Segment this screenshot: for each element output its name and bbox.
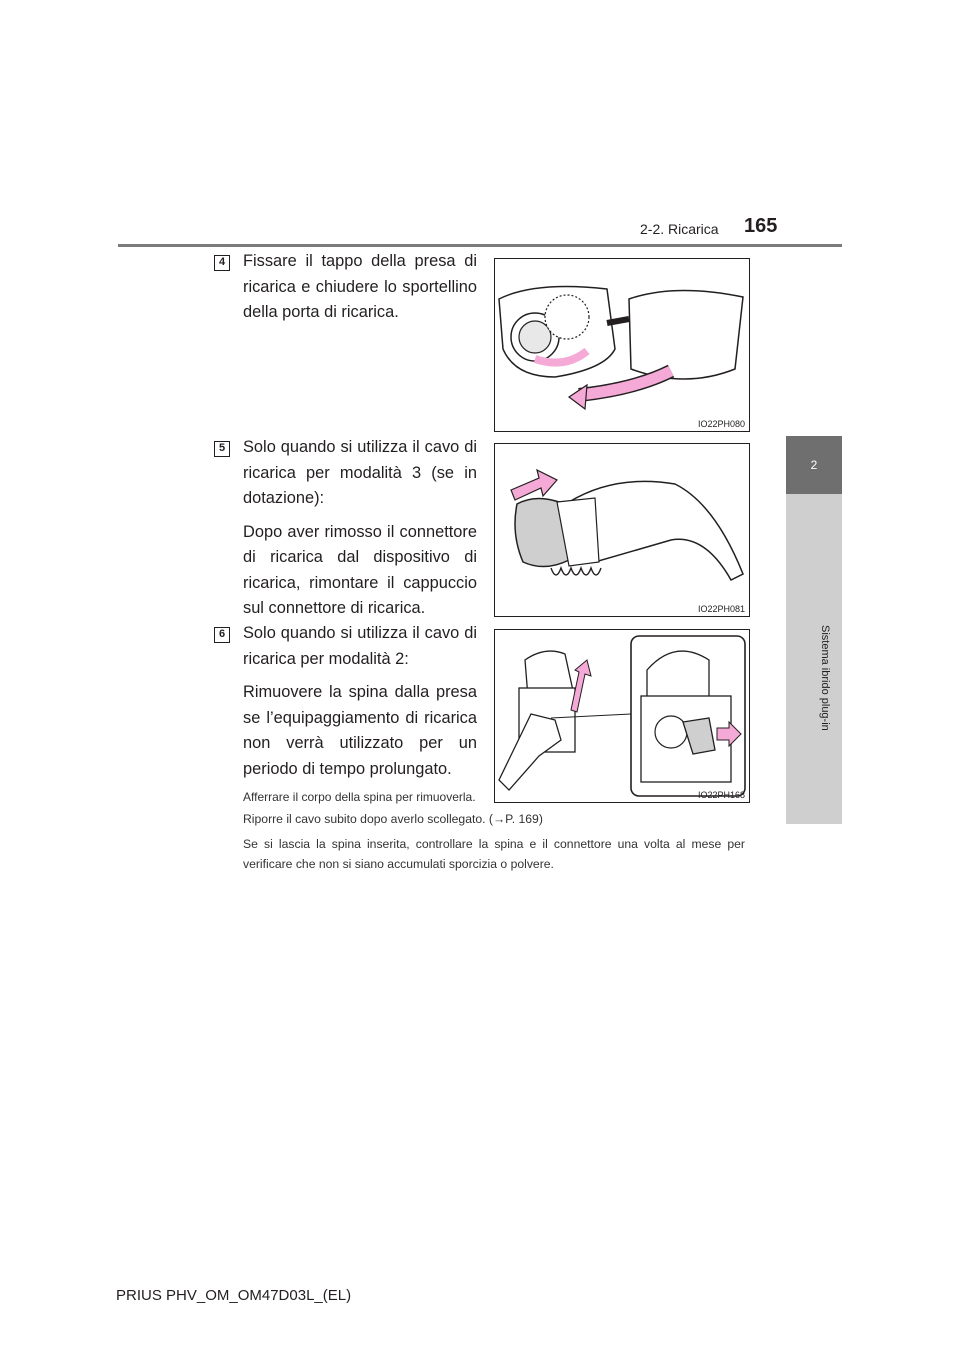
step-4-paragraph: Fissare il tappo della presa di ricarica e chiudere lo sportellino della porta di ricarica. (243, 252, 477, 321)
step-6-text (243, 621, 477, 807)
section-title: 2-2. Ricarica (640, 221, 719, 237)
step-5-marker: 5 (214, 441, 230, 457)
step-6-paragraph-1: Solo quando si utilizza il cavo di ricarica per modalità 2: (243, 624, 477, 668)
step-5-paragraph-1: Solo quando si utilizza il cavo di ricarica per modalità 3 (se in dotazione): (243, 438, 477, 507)
step-6-note: Afferrare il corpo della spina per rimuoverla. (243, 790, 476, 804)
figure-code: IO22PH081 (697, 604, 745, 614)
chapter-label (797, 625, 831, 659)
step-4-text (243, 249, 477, 326)
chapter-tab (786, 436, 842, 494)
inspection-instruction: Se si lascia la spina inserita, controllare la spina e il connettore una volta al mese per verificare che non si siano accumulati sporcizia o polvere. (243, 837, 745, 871)
chapter-number: 2 (810, 458, 818, 472)
storage-instruction: Riporre il cavo subito dopo averlo scollegato. (→P. 169) (243, 812, 543, 826)
figure-step-4 (494, 258, 750, 432)
step-5-text (243, 435, 477, 622)
figure-code: IO22PH168 (697, 790, 745, 800)
figure-step-5 (494, 443, 750, 617)
chapter-strip (786, 494, 842, 824)
step-5-paragraph-2: Dopo aver rimosso il connettore di ricarica dal dispositivo di ricarica, rimontare il cappuccio sul connettore di ricarica. (243, 522, 477, 617)
charging-connector-illustration (495, 444, 749, 616)
page-number: 165 (744, 215, 778, 237)
step-6-paragraph-2: Rimuovere la spina dalla presa se l’equipaggiamento di ricarica non verrà utilizzato per un periodo di tempo prolungato. (243, 683, 477, 778)
step-6-marker: 6 (214, 627, 230, 643)
figure-code: IO22PH080 (697, 419, 745, 429)
document-code: PRIUS PHV_OM_OM47D03L_(EL) (116, 1287, 352, 1304)
charging-port-lid-illustration (495, 259, 749, 431)
step-4-marker: 4 (214, 255, 230, 271)
plug-removal-illustration (495, 630, 749, 802)
header-divider (118, 244, 842, 247)
figure-step-6 (494, 629, 750, 803)
